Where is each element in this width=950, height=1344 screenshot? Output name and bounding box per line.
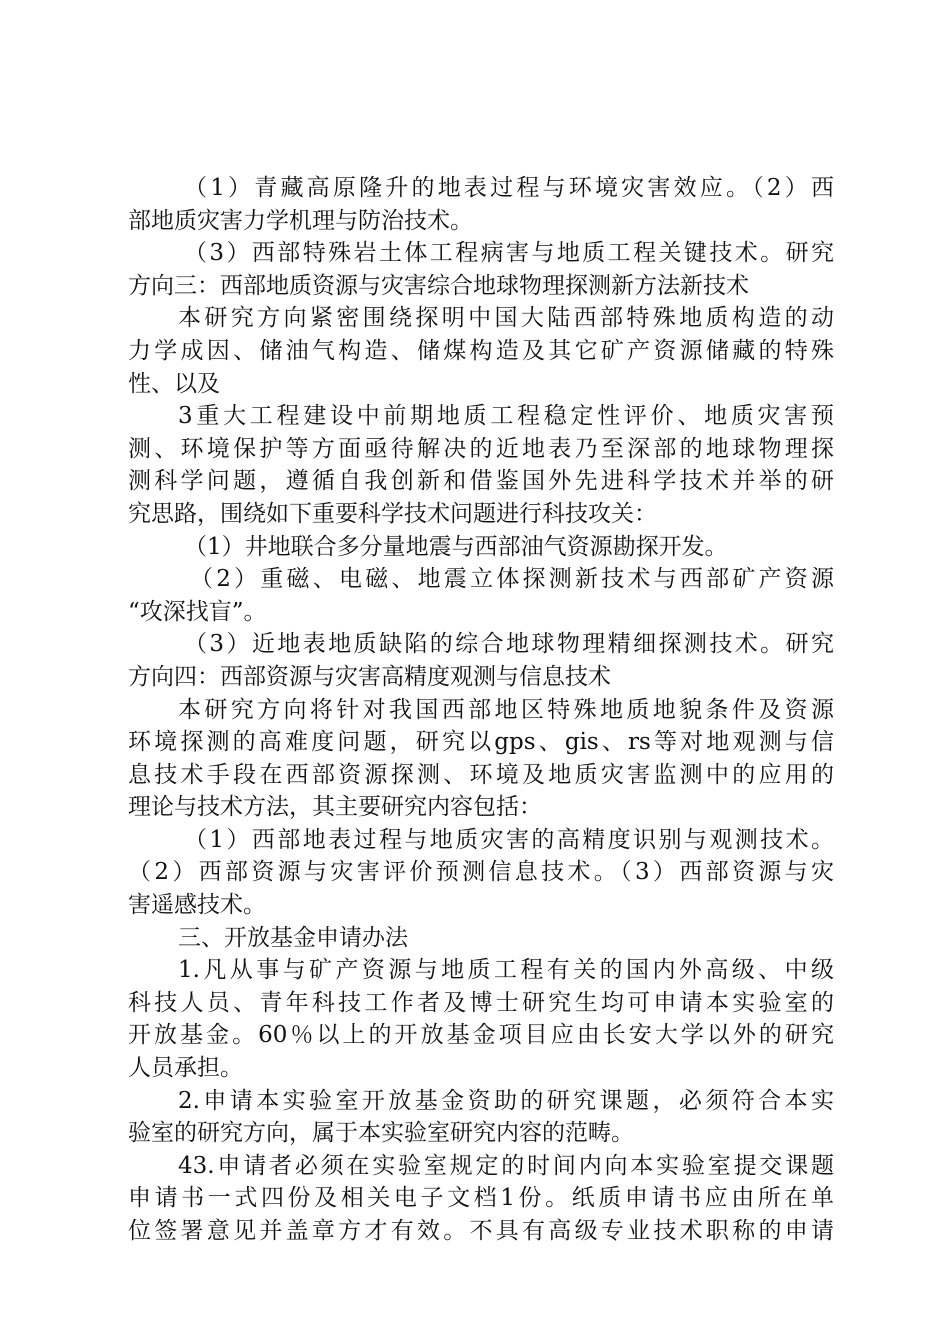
- text-line: 开放基金。60％以上的开放基金项目应由长安大学以外的研究: [128, 1022, 834, 1049]
- text-line: 害遥感技术。: [128, 892, 266, 919]
- text-line: 理论与技术方法，其主要研究内容包括：: [128, 794, 542, 821]
- text-line: 方向三：西部地质资源与灾害综合地球物理探测新方法新技术: [128, 272, 749, 299]
- text-line: 1.凡从事与矿产资源与地质工程有关的国内外高级、中级: [178, 957, 834, 984]
- text-line: “攻深找盲”。: [128, 598, 267, 625]
- text-line: （1）井地联合多分量地震与西部油气资源勘探开发。: [184, 533, 728, 560]
- text-line: 本研究方向紧密围绕探明中国大陆西部特殊地质构造的动: [178, 305, 834, 332]
- text-line: （3）西部特殊岩土体工程病害与地质工程关键技术。研究: [184, 240, 834, 267]
- text-line: （2）重磁、电磁、地震立体探测新技术与西部矿产资源: [190, 566, 834, 593]
- text-line: 究思路，围绕如下重要科学技术问题进行科技攻关：: [128, 500, 657, 527]
- text-line: 2.申请本实验室开放基金资助的研究课题，必须符合本实: [178, 1087, 834, 1114]
- text-line: 部地质灾害力学机理与防治技术。: [128, 207, 473, 234]
- text-line: 本研究方向将针对我国西部地区特殊地质地貌条件及资源: [178, 696, 834, 723]
- text-line: 科技人员、青年科技工作者及博士研究生均可申请本实验室的: [128, 989, 834, 1016]
- text-line: （1）青藏高原隆升的地表过程与环境灾害效应。（2）西: [184, 175, 834, 201]
- text-line: 位签署意见并盖章方才有效。不具有高级专业技术职称的申请: [128, 1218, 834, 1244]
- text-line: （3）近地表地质缺陷的综合地球物理精细探测技术。研究: [184, 631, 834, 658]
- text-line: 息技术手段在西部资源探测、环境及地质灾害监测中的应用的: [128, 761, 834, 788]
- text-line: （1）西部地表过程与地质灾害的高精度识别与观测技术。: [184, 826, 834, 853]
- text-line: 申请书一式四份及相关电子文档1份。纸质申请书应由所在单: [128, 1185, 834, 1212]
- text-line: 43.申请者必须在实验室规定的时间内向本实验室提交课题: [178, 1152, 834, 1179]
- text-line: 三、开放基金申请办法: [178, 924, 408, 951]
- text-line: （2）西部资源与灾害评价预测信息技术。（3）西部资源与灾: [128, 859, 834, 886]
- text-line: 人员承担。: [128, 1055, 243, 1082]
- text-line: 力学成因、储油气构造、储煤构造及其它矿产资源储藏的特殊: [128, 337, 834, 364]
- text-line: 测科学问题，遵循自我创新和借鉴国外先进科学技术并举的研: [128, 468, 834, 495]
- text-line: 3重大工程建设中前期地质工程稳定性评价、地质灾害预: [178, 403, 834, 430]
- text-line: 验室的研究方向，属于本实验室研究内容的范畴。: [128, 1120, 634, 1147]
- text-line: 方向四：西部资源与灾害高精度观测与信息技术: [128, 663, 611, 690]
- text-line: 环境探测的高难度问题，研究以gps、gis、rs等对地观测与信: [128, 729, 834, 756]
- text-line: 性、以及: [128, 370, 220, 397]
- text-line: 测、环境保护等方面亟待解决的近地表乃至深部的地球物理探: [128, 435, 834, 462]
- document-page: [128, 172, 834, 1248]
